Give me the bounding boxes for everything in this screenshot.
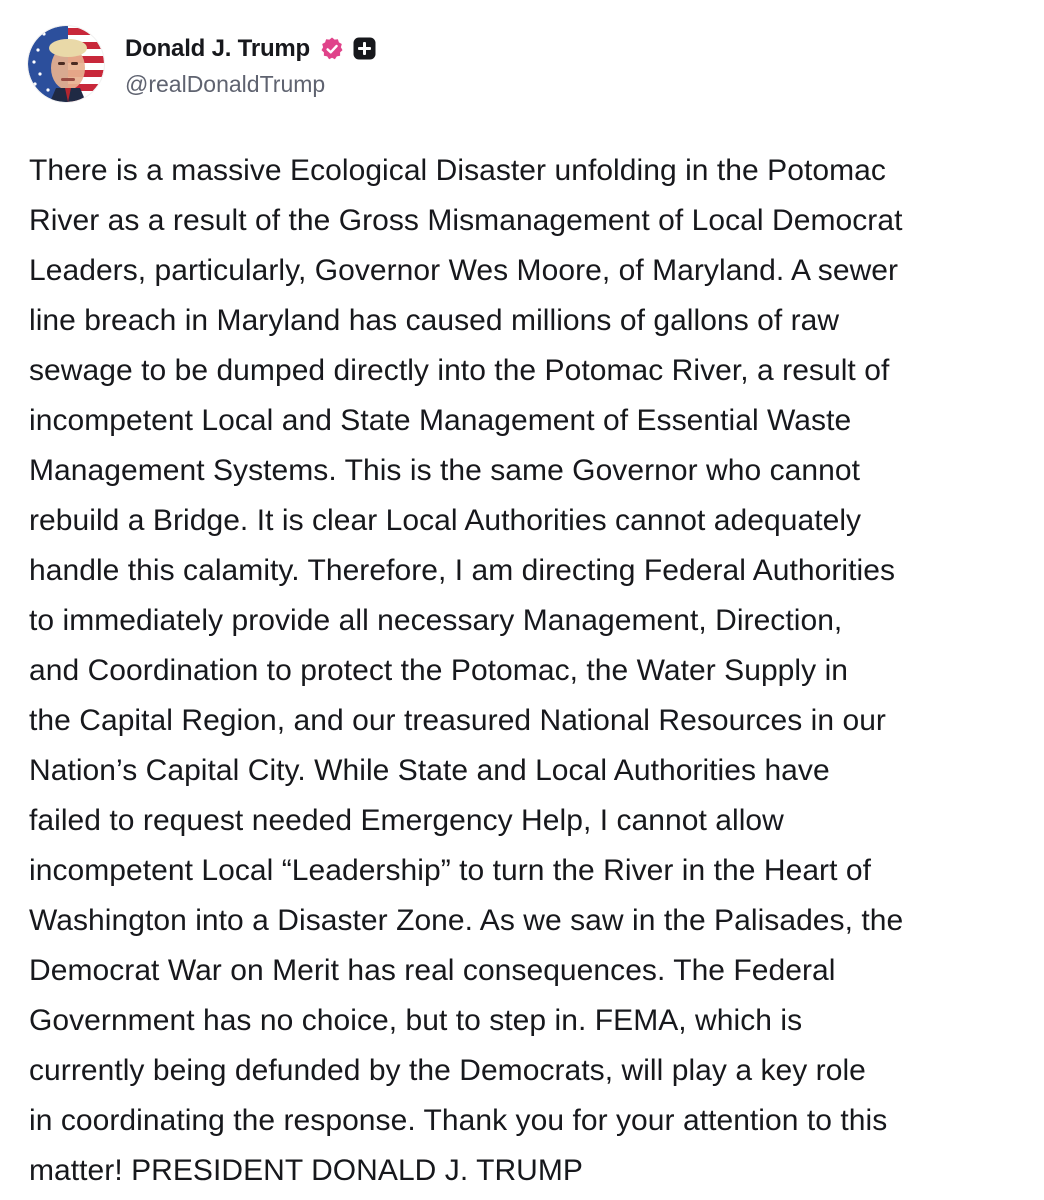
avatar-image <box>28 26 104 102</box>
post-body-text: There is a massive Ecological Disaster unfolding in the Potomac River as a result of the Gross Mismanagement of Local Democrat Leaders, particularly, Governor Wes Moore, of Maryland. A sewer line breach in Maryland has caused millions of gallons of raw sewage to be dumped directly into the Potomac River, a result of incompetent Local and State Management of Essential Waste Management Systems. This is the same Governor who cannot rebuild a Bridge. It is clear Local Authorities cannot adequately handle this calamity. Therefore, I am directing Federal Authorities to immediately provide all necessary Management, Direction, and Coordination to protect the Potomac, the Water Supply in the Capital Region, and our treasured National Resources in our Nation’s Capital City. While State and Local Authorities have failed to request needed Emergency Help, I cannot allow incompetent Local “Leadership” to turn the River in the Heart of Washington into a Disaster Zone. As we saw in the Palisades, the Democrat War on Merit has real consequences. The Federal Government has no choice, but to step in. FEMA, which is currently being defunded by the Democrats, will play a key role in coordinating the response. Thank you for your attention to this matter! PRESIDENT DONALD J. TRUMP <box>29 154 904 1187</box>
plus-badge-icon <box>353 37 376 60</box>
post-header <box>28 24 376 104</box>
author-names <box>125 31 376 98</box>
avatar[interactable] <box>28 26 104 102</box>
name-row <box>125 31 376 67</box>
author-handle[interactable]: @realDonaldTrump <box>125 70 326 97</box>
author-display-name[interactable]: Donald J. Trump <box>125 34 311 62</box>
verified-badge-icon <box>319 36 345 62</box>
